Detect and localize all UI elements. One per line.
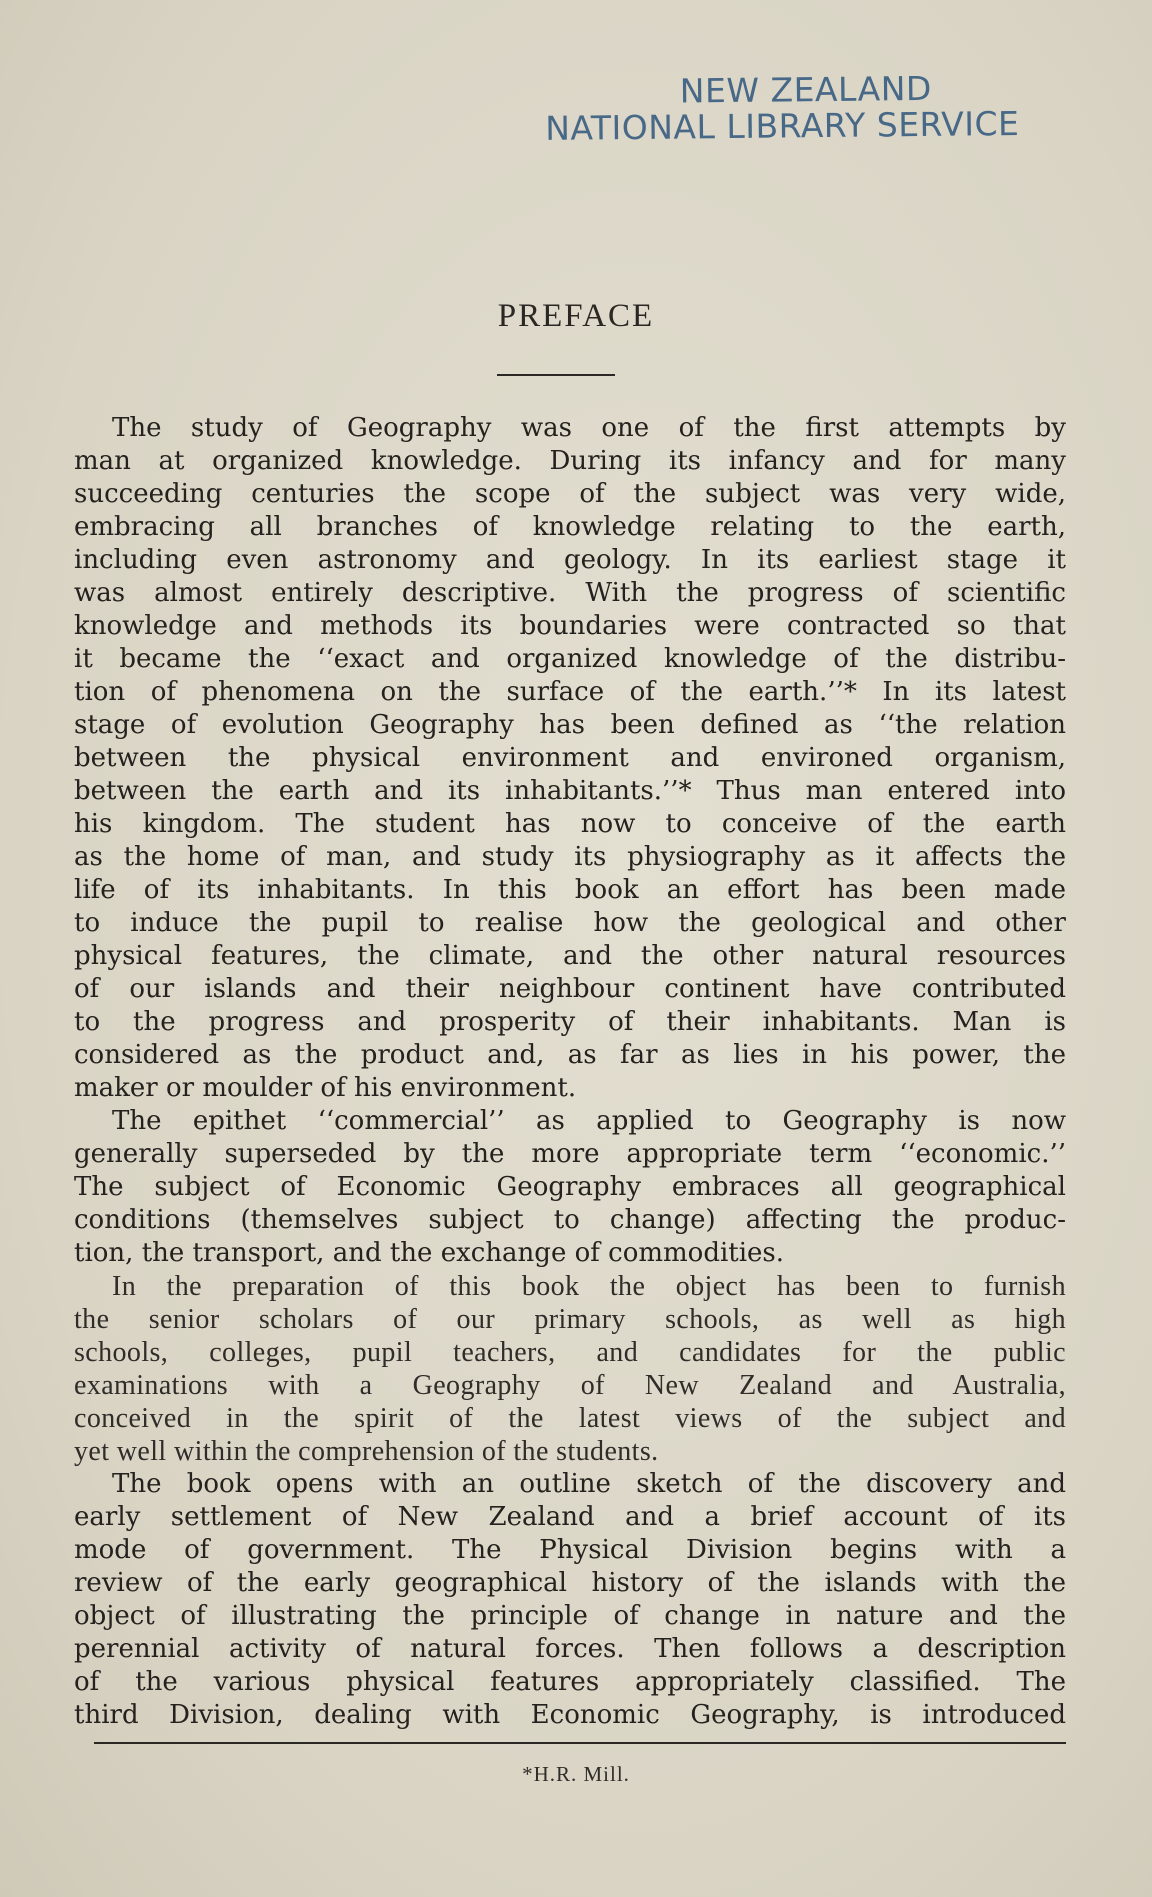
text-line: stage of evolution Geography has been defined as ‘‘the relation <box>74 710 1066 740</box>
text-line: yet well within the comprehension of the students. <box>74 1436 659 1467</box>
paragraph-4 <box>74 1468 1066 1732</box>
text-line: tion, the transport, and the exchange of commodities. <box>74 1238 785 1268</box>
text-line: perennial activity of natural forces. Then follows a description <box>74 1634 1066 1664</box>
text-line: considered as the product and, as far as lies in his power, the <box>74 1040 1066 1070</box>
text-line: The book opens with an outline sketch of the discovery and <box>112 1469 1066 1499</box>
stamp-line-1: NEW ZEALAND <box>679 68 933 111</box>
text-line: man at organized knowledge. During its infancy and for many <box>74 446 1066 476</box>
text-line: it became the ‘‘exact and organized knowledge of the distribu- <box>74 644 1066 674</box>
text-line: the senior scholars of our primary schools, as well as high <box>74 1304 1066 1335</box>
paragraph-3 <box>74 1270 1066 1468</box>
text-line: to the progress and prosperity of their inhabitants. Man is <box>74 1007 1066 1037</box>
text-line: as the home of man, and study its physiography as it affects the <box>74 842 1066 872</box>
text-line: The study of Geography was one of the first attempts by <box>112 413 1066 443</box>
text-line: including even astronomy and geology. In its earliest stage it <box>74 545 1066 575</box>
text-line: succeeding centuries the scope of the subject was very wide, <box>74 479 1066 509</box>
stamp-line-2: NATIONAL LIBRARY SERVICE <box>544 103 1020 148</box>
preface-body <box>74 412 1066 1732</box>
text-line: knowledge and methods its boundaries were contracted so that <box>74 611 1066 641</box>
footnote: *H.R. Mill. <box>522 1762 630 1786</box>
text-line: conceived in the spirit of the latest views of the subject and <box>74 1403 1066 1434</box>
text-line: physical features, the climate, and the other natural resources <box>74 941 1066 971</box>
text-line: review of the early geographical history of the islands with the <box>74 1568 1066 1598</box>
text-line: life of its inhabitants. In this book an effort has been made <box>74 875 1066 905</box>
text-line: generally superseded by the more appropriate term ‘‘economic.’’ <box>74 1139 1066 1169</box>
text-line: early settlement of New Zealand and a brief account of its <box>74 1502 1066 1532</box>
text-line: object of illustrating the principle of change in nature and the <box>74 1601 1066 1631</box>
text-line: schools, colleges, pupil teachers, and candidates for the public <box>74 1337 1066 1368</box>
text-line: between the physical environment and environed organism, <box>74 743 1066 773</box>
text-line: tion of phenomena on the surface of the earth.’’* In its latest <box>74 677 1066 707</box>
library-stamp <box>545 69 1106 147</box>
paragraph-2 <box>74 1105 1066 1270</box>
text-line: examinations with a Geography of New Zealand and Australia, <box>74 1370 1066 1401</box>
text-line: embracing all branches of knowledge relating to the earth, <box>74 512 1066 542</box>
text-line: of the various physical features appropriately classified. The <box>74 1667 1066 1697</box>
text-line: maker or moulder of his environment. <box>74 1073 577 1103</box>
page-title: PREFACE <box>497 298 655 334</box>
text-line: conditions (themselves subject to change) affecting the produc- <box>74 1205 1066 1235</box>
text-line: between the earth and its inhabitants.’’* Thus man entered into <box>74 776 1066 806</box>
text-line: third Division, dealing with Economic Geography, is introduced <box>74 1700 1066 1730</box>
text-line: The epithet ‘‘commercial’’ as applied to Geography is now <box>112 1106 1066 1136</box>
text-line: his kingdom. The student has now to conceive of the earth <box>74 809 1066 839</box>
text-line: of our islands and their neighbour continent have contributed <box>74 974 1066 1004</box>
footnote-rule <box>94 1742 1066 1744</box>
text-line: mode of government. The Physical Division begins with a <box>74 1535 1066 1565</box>
text-line: In the preparation of this book the object has been to furnish <box>112 1271 1066 1302</box>
text-line: to induce the pupil to realise how the geological and other <box>74 908 1066 938</box>
paragraph-1 <box>74 412 1066 1105</box>
text-line: The subject of Economic Geography embraces all geographical <box>74 1172 1066 1202</box>
text-line: was almost entirely descriptive. With the progress of scientific <box>74 578 1066 608</box>
title-rule <box>497 374 615 376</box>
